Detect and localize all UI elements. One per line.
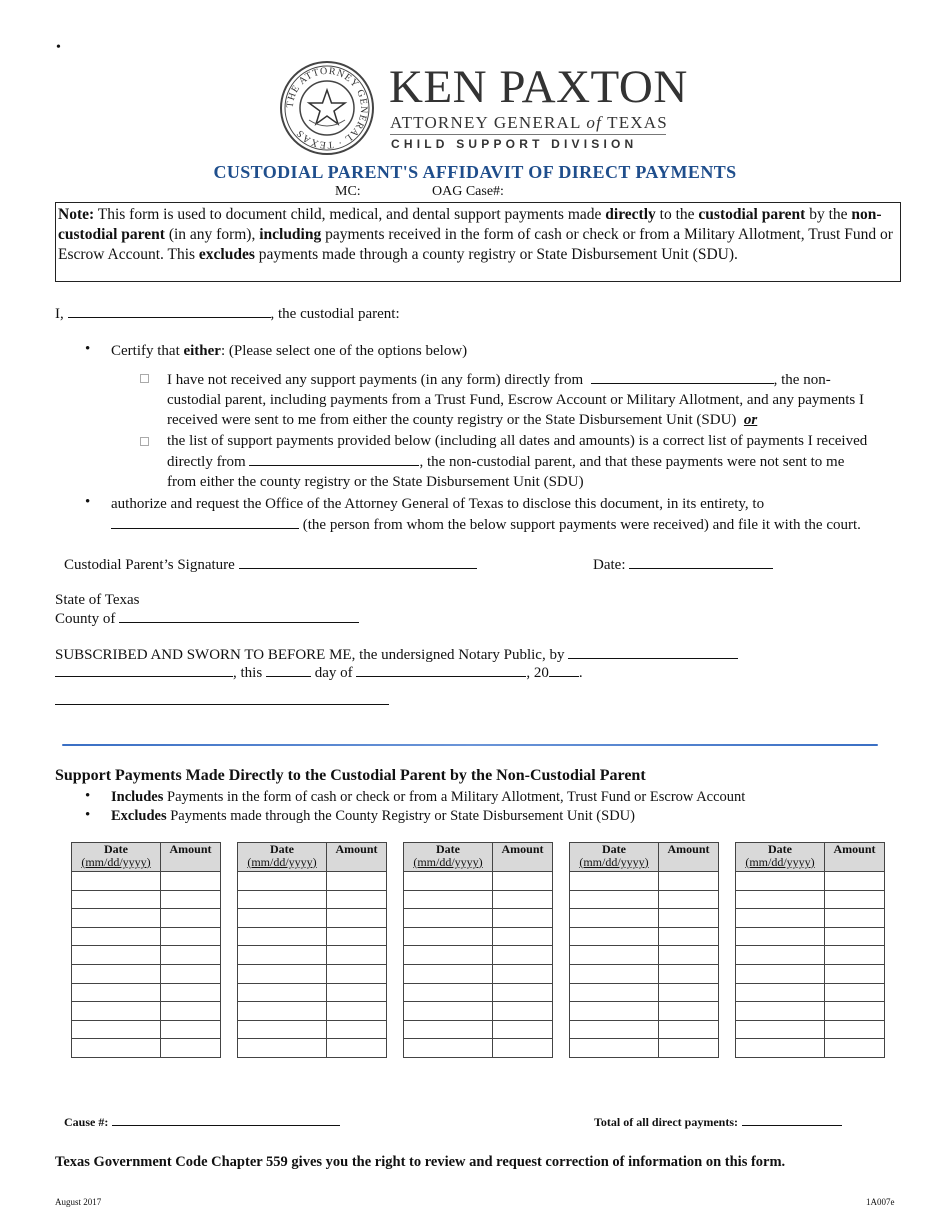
amount-cell[interactable] (161, 927, 221, 946)
date-cell[interactable] (404, 1039, 493, 1058)
table-row (736, 909, 885, 928)
table-row (570, 1002, 719, 1021)
table-row (570, 909, 719, 928)
date-format-label: (mm/dd/yyyy) (579, 855, 649, 869)
table-row (238, 909, 387, 928)
amount-cell[interactable] (493, 1002, 553, 1021)
date-cell[interactable] (570, 983, 659, 1002)
amount-cell[interactable] (659, 909, 719, 928)
date-format-label: (mm/dd/yyyy) (745, 855, 815, 869)
date-cell[interactable] (238, 909, 327, 928)
amount-cell[interactable] (493, 946, 553, 965)
revision-date: August 2017 (55, 1197, 102, 1207)
note-box: Note: This form is used to document child, medical, and dental support payments made directly to the custodial parent by the non-custodial parent (in any form), including payments received in the form of cash or check or from a Military Allotment, Trust Fund or Escrow Account. This excludes payments made through a county registry or State Disbursement Unit (SDU). (55, 202, 901, 282)
date-cell[interactable] (736, 1020, 825, 1039)
option1-checkbox[interactable] (140, 374, 149, 383)
sworn-year-field[interactable] (549, 662, 579, 677)
date-cell[interactable] (238, 872, 327, 891)
amount-cell[interactable] (825, 872, 885, 891)
date-cell[interactable] (72, 983, 161, 1002)
form-title: CUSTODIAL PARENT'S AFFIDAVIT OF DIRECT PAYMENTS (213, 162, 737, 182)
date-cell[interactable] (570, 1002, 659, 1021)
date-header-label: Date (270, 842, 294, 856)
table-row (404, 1039, 553, 1058)
date-cell[interactable] (404, 872, 493, 891)
total-field[interactable] (742, 1114, 842, 1126)
table-row (238, 983, 387, 1002)
date-column-header (72, 843, 161, 872)
table-row (570, 983, 719, 1002)
date-line: Date: (593, 554, 773, 575)
payment-table (735, 842, 885, 1058)
table-row (72, 946, 221, 965)
amount-cell[interactable] (659, 964, 719, 983)
date-column-header (570, 843, 659, 872)
option2-ncp-name-field[interactable] (249, 451, 419, 466)
date-cell[interactable] (736, 983, 825, 1002)
date-cell[interactable] (736, 872, 825, 891)
date-cell[interactable] (736, 909, 825, 928)
table-row (238, 890, 387, 909)
sworn-line-1: SUBSCRIBED AND SWORN TO BEFORE ME, the undersigned Notary Public, by (55, 644, 738, 665)
payment-table (403, 842, 553, 1058)
date-cell[interactable] (570, 1039, 659, 1058)
notary-by-field[interactable] (568, 644, 738, 659)
date-cell[interactable] (404, 964, 493, 983)
amount-cell[interactable] (825, 964, 885, 983)
amount-cell[interactable] (825, 946, 885, 965)
table-row (736, 946, 885, 965)
date-cell[interactable] (72, 964, 161, 983)
table-row (238, 1039, 387, 1058)
date-cell[interactable] (404, 946, 493, 965)
table-row (72, 872, 221, 891)
table-row (238, 946, 387, 965)
table-row (736, 1020, 885, 1039)
table-row (238, 1020, 387, 1039)
table-row (570, 964, 719, 983)
date-cell[interactable] (570, 872, 659, 891)
date-cell[interactable] (238, 983, 327, 1002)
date-header-label: Date (602, 842, 626, 856)
table-row (72, 983, 221, 1002)
certify-text: Certify that either: (Please select one of the options below) (111, 343, 468, 359)
table-row (404, 964, 553, 983)
date-cell[interactable] (72, 1039, 161, 1058)
oag-case-label: OAG Case#: (432, 184, 504, 199)
option1-ncp-name-field[interactable] (591, 369, 774, 384)
amount-cell[interactable] (327, 964, 387, 983)
table-row (238, 872, 387, 891)
date-cell[interactable] (570, 946, 659, 965)
date-field[interactable] (629, 554, 773, 569)
stray-bullet: • (56, 40, 61, 55)
table-row (736, 964, 885, 983)
date-header-label: Date (104, 842, 128, 856)
amount-cell[interactable] (659, 872, 719, 891)
date-cell[interactable] (72, 1002, 161, 1021)
privacy-notice: Texas Government Code Chapter 559 gives you the right to review and request correction of information on this form. (55, 1154, 786, 1170)
amount-cell[interactable] (327, 909, 387, 928)
table-row (72, 927, 221, 946)
table-row (736, 927, 885, 946)
table-row (736, 983, 885, 1002)
date-cell[interactable] (238, 1002, 327, 1021)
table-row (570, 946, 719, 965)
table-row (72, 964, 221, 983)
date-cell[interactable] (72, 927, 161, 946)
date-cell[interactable] (72, 890, 161, 909)
table-row (570, 1039, 719, 1058)
payments-title: Support Payments Made Directly to the Custodial Parent by the Non-Custodial Parent (55, 767, 646, 784)
custodial-parent-line: I, , the custodial parent: (55, 303, 400, 324)
amount-cell[interactable] (825, 890, 885, 909)
table-row (72, 909, 221, 928)
table-row (72, 1020, 221, 1039)
amount-cell[interactable] (161, 909, 221, 928)
table-row (72, 1039, 221, 1058)
notary-signature-field[interactable] (55, 704, 389, 705)
date-cell[interactable] (238, 1039, 327, 1058)
option2-checkbox[interactable] (140, 437, 149, 446)
date-header-label: Date (436, 842, 460, 856)
date-cell[interactable] (238, 927, 327, 946)
amount-cell[interactable] (493, 890, 553, 909)
division-name: CHILD SUPPORT DIVISION (391, 137, 638, 151)
table-row (404, 1002, 553, 1021)
amount-cell[interactable] (825, 1002, 885, 1021)
date-cell[interactable] (570, 890, 659, 909)
table-row (238, 927, 387, 946)
amount-cell[interactable] (327, 1020, 387, 1039)
table-row (404, 983, 553, 1002)
form-code: 1A007e (866, 1197, 895, 1207)
date-cell[interactable] (736, 1039, 825, 1058)
amount-cell[interactable] (825, 909, 885, 928)
amount-cell[interactable] (493, 927, 553, 946)
date-cell[interactable] (570, 1020, 659, 1039)
table-row (736, 890, 885, 909)
amount-cell[interactable] (493, 964, 553, 983)
amount-cell[interactable] (493, 1020, 553, 1039)
amount-cell[interactable] (659, 1020, 719, 1039)
amount-cell[interactable] (659, 927, 719, 946)
date-column-header (404, 843, 493, 872)
amount-cell[interactable] (825, 983, 885, 1002)
table-row (404, 1020, 553, 1039)
section-divider (62, 744, 878, 746)
ag-office: ATTORNEY GENERAL of TEXAS (390, 113, 668, 132)
table-row (404, 946, 553, 965)
amount-column-header: Amount (825, 843, 885, 872)
amount-cell[interactable] (493, 872, 553, 891)
includes-text: Includes Payments in the form of cash or check or from a Military Allotment, Trust Fund or Escrow Account (111, 789, 746, 805)
amount-cell[interactable] (825, 1039, 885, 1058)
amount-cell[interactable] (493, 1039, 553, 1058)
payment-table (237, 842, 387, 1058)
amount-cell[interactable] (161, 964, 221, 983)
table-row (404, 872, 553, 891)
cause-line: Cause #: (64, 1113, 340, 1131)
seal-text: THE ATTORNEY GENERAL · TEXAS (284, 65, 370, 151)
amount-cell[interactable] (161, 890, 221, 909)
table-row (736, 1039, 885, 1058)
amount-cell[interactable] (659, 1039, 719, 1058)
table-row (570, 872, 719, 891)
amount-cell[interactable] (161, 983, 221, 1002)
brand-divider (390, 134, 666, 135)
sworn-line-2: , this day of , 20 . (55, 662, 583, 683)
state-label: State of Texas (55, 592, 140, 608)
bullet: • (85, 341, 91, 357)
amount-cell[interactable] (493, 909, 553, 928)
signature-field[interactable] (239, 554, 477, 569)
date-cell[interactable] (238, 946, 327, 965)
amount-cell[interactable] (327, 1039, 387, 1058)
amount-cell[interactable] (161, 946, 221, 965)
table-row (570, 927, 719, 946)
amount-cell[interactable] (659, 1002, 719, 1021)
date-cell[interactable] (736, 927, 825, 946)
date-cell[interactable] (404, 909, 493, 928)
date-cell[interactable] (570, 964, 659, 983)
date-cell[interactable] (72, 872, 161, 891)
date-format-label: (mm/dd/yyyy) (81, 855, 151, 869)
date-cell[interactable] (570, 909, 659, 928)
amount-cell[interactable] (327, 890, 387, 909)
amount-cell[interactable] (327, 1002, 387, 1021)
table-row (736, 1002, 885, 1021)
signature-line: Custodial Parent’s Signature (64, 554, 477, 575)
table-row (404, 909, 553, 928)
bullet: • (85, 807, 91, 823)
table-row (404, 890, 553, 909)
date-cell[interactable] (570, 927, 659, 946)
county-field[interactable] (119, 608, 359, 623)
amount-cell[interactable] (327, 983, 387, 1002)
table-row (404, 927, 553, 946)
svg-text:THE ATTORNEY GENERAL · TEXAS (285, 66, 369, 150)
sworn-name-field[interactable] (55, 662, 233, 677)
amount-cell[interactable] (161, 1039, 221, 1058)
attorney-general-seal-icon (279, 60, 375, 156)
option1-text: I have not received any support payments (in any form) directly from , the non- custodial parent, including payments from a Trust Fund, Escrow Account or Military Allotment, and any payments I received were sent to me from either the county registry or the State Disbursement Unit (SDU) or (167, 369, 897, 430)
amount-column-header: Amount (659, 843, 719, 872)
amount-cell[interactable] (161, 872, 221, 891)
date-cell[interactable] (404, 1002, 493, 1021)
date-cell[interactable] (404, 890, 493, 909)
table-row (570, 1020, 719, 1039)
amount-cell[interactable] (659, 890, 719, 909)
date-column-header (736, 843, 825, 872)
table-row (72, 1002, 221, 1021)
table-row (238, 964, 387, 983)
amount-cell[interactable] (161, 1020, 221, 1039)
amount-column-header: Amount (161, 843, 221, 872)
sworn-month-field[interactable] (356, 662, 526, 677)
custodial-parent-name-field[interactable] (68, 303, 271, 318)
date-cell[interactable] (72, 1020, 161, 1039)
authorize-text: authorize and request the Office of the Attorney General of Texas to disclose this document, in its entirety, to (the person from whom the below support payments were received) and file it with the court. (111, 496, 861, 533)
date-cell[interactable] (736, 946, 825, 965)
amount-column-header: Amount (327, 843, 387, 872)
date-cell[interactable] (404, 1020, 493, 1039)
bullet: • (85, 788, 91, 804)
date-cell[interactable] (736, 964, 825, 983)
amount-cell[interactable] (659, 983, 719, 1002)
table-row (238, 1002, 387, 1021)
date-cell[interactable] (72, 909, 161, 928)
table-row (570, 890, 719, 909)
date-cell[interactable] (736, 890, 825, 909)
amount-cell[interactable] (161, 1002, 221, 1021)
amount-cell[interactable] (493, 983, 553, 1002)
amount-cell[interactable] (327, 946, 387, 965)
table-row (736, 872, 885, 891)
date-cell[interactable] (238, 890, 327, 909)
table-row (72, 890, 221, 909)
date-cell[interactable] (404, 927, 493, 946)
date-cell[interactable] (736, 1002, 825, 1021)
amount-cell[interactable] (327, 927, 387, 946)
amount-cell[interactable] (825, 1020, 885, 1039)
excludes-text: Excludes Payments made through the County Registry or State Disbursement Unit (SDU) (111, 808, 635, 824)
option2-text: the list of support payments provided below (including all dates and amounts) is a correct list of payments I received directly from , the non-custodial parent, and that these payments were not sent to me from either the county registry or the State Disbursement Unit (SDU) (167, 433, 868, 490)
payment-table (569, 842, 719, 1058)
amount-column-header: Amount (493, 843, 553, 872)
amount-cell[interactable] (825, 927, 885, 946)
date-column-header (238, 843, 327, 872)
cause-field[interactable] (112, 1114, 340, 1126)
date-header-label: Date (768, 842, 792, 856)
county-line: County of (55, 608, 359, 629)
date-cell[interactable] (404, 983, 493, 1002)
date-cell[interactable] (238, 1020, 327, 1039)
ag-name: KEN PAXTON (389, 61, 688, 113)
authorize-name-field[interactable] (111, 514, 299, 529)
total-line: Total of all direct payments: (594, 1113, 842, 1131)
amount-cell[interactable] (659, 946, 719, 965)
bullet: • (85, 494, 91, 510)
date-format-label: (mm/dd/yyyy) (247, 855, 317, 869)
payment-table (71, 842, 221, 1058)
date-cell[interactable] (238, 964, 327, 983)
sworn-day-field[interactable] (266, 662, 311, 677)
date-format-label: (mm/dd/yyyy) (413, 855, 483, 869)
date-cell[interactable] (72, 946, 161, 965)
mc-label: MC: (335, 184, 361, 199)
amount-cell[interactable] (327, 872, 387, 891)
